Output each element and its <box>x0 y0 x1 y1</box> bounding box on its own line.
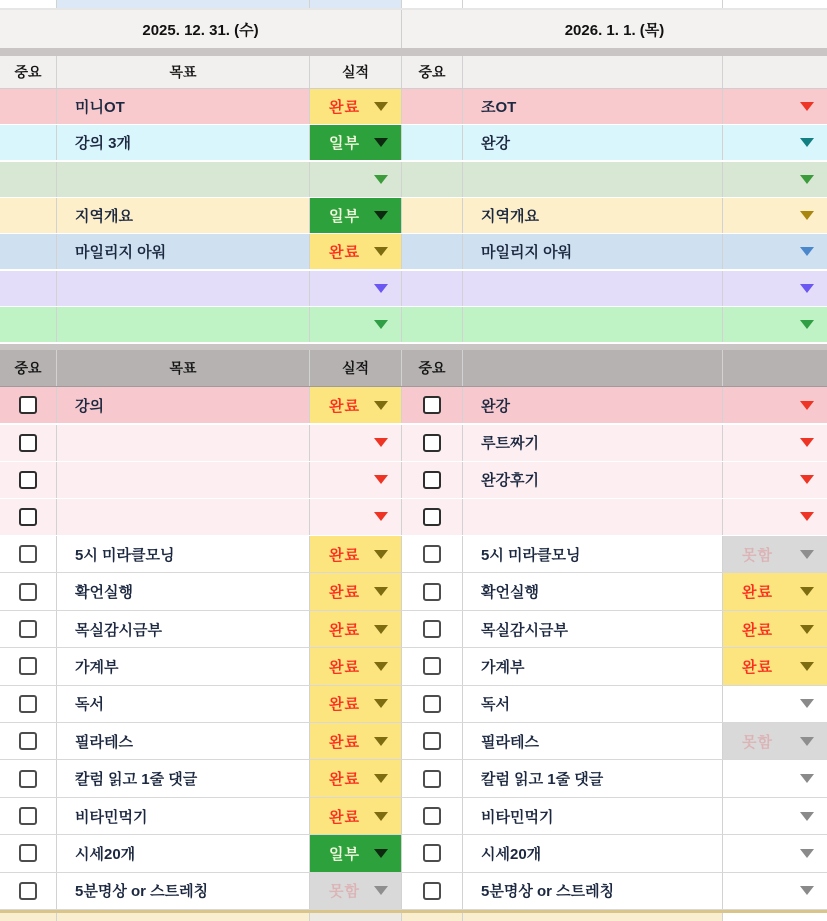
daily-goals-section <box>0 387 827 910</box>
dropdown-arrow-icon[interactable] <box>800 320 814 329</box>
separator-band <box>0 48 827 56</box>
important-cell[interactable] <box>0 89 57 124</box>
status-cell[interactable] <box>723 462 827 498</box>
dropdown-arrow-icon[interactable] <box>374 774 388 783</box>
important-cell[interactable] <box>0 648 57 684</box>
status-cell[interactable] <box>310 835 402 871</box>
dropdown-arrow-icon[interactable] <box>800 475 814 484</box>
important-cell[interactable] <box>402 499 463 535</box>
column-header-row-1 <box>0 56 827 89</box>
status-label: 못함 <box>742 733 773 751</box>
status-label: 완료 <box>329 546 360 564</box>
important-checkbox[interactable] <box>423 807 441 825</box>
important-cell[interactable] <box>402 760 463 796</box>
dropdown-arrow-icon[interactable] <box>800 737 814 746</box>
weekly-goals-section <box>0 89 827 344</box>
dropdown-arrow-icon[interactable] <box>800 512 814 521</box>
dropdown-arrow-icon[interactable] <box>374 625 388 634</box>
dropdown-arrow-icon[interactable] <box>374 284 388 293</box>
status-label: 완료 <box>329 733 360 751</box>
status-cell[interactable] <box>723 573 827 609</box>
todo-row <box>0 425 827 461</box>
important-cell[interactable] <box>0 760 57 796</box>
status-cell[interactable] <box>723 125 827 160</box>
goal-cell[interactable]: 강의 <box>57 387 310 423</box>
clipped-cell <box>402 0 463 8</box>
dropdown-arrow-icon[interactable] <box>374 812 388 821</box>
important-cell[interactable] <box>0 723 57 759</box>
status-label: 일부 <box>329 845 360 863</box>
important-checkbox[interactable] <box>19 695 37 713</box>
important-checkbox[interactable] <box>19 657 37 675</box>
status-label: 못함 <box>742 546 773 564</box>
status-cell[interactable] <box>310 198 402 233</box>
goal-cell[interactable]: 5시 미라클모닝 <box>463 536 723 572</box>
habit-row <box>0 648 827 685</box>
goal-row <box>0 307 827 342</box>
important-cell[interactable] <box>0 271 57 306</box>
status-label: 완료 <box>329 658 360 676</box>
important-checkbox[interactable] <box>19 471 37 489</box>
important-cell[interactable] <box>0 307 57 342</box>
dropdown-arrow-icon[interactable] <box>800 211 814 220</box>
important-cell[interactable] <box>0 686 57 722</box>
status-cell[interactable] <box>723 611 827 647</box>
dropdown-arrow-icon[interactable] <box>800 662 814 671</box>
status-cell[interactable] <box>310 307 402 342</box>
important-cell[interactable] <box>402 462 463 498</box>
goal-cell[interactable]: 필라테스 <box>57 723 310 759</box>
status-label: 완료 <box>329 98 360 116</box>
clipped-cell <box>0 0 57 8</box>
dropdown-arrow-icon[interactable] <box>374 587 388 596</box>
dropdown-arrow-icon[interactable] <box>800 550 814 559</box>
status-cell[interactable] <box>723 760 827 796</box>
goal-cell[interactable]: 마일리지 아워 <box>463 234 723 269</box>
important-checkbox[interactable] <box>423 770 441 788</box>
important-cell[interactable] <box>0 425 57 461</box>
status-label: 완료 <box>329 584 360 602</box>
goal-row <box>0 271 827 306</box>
habit-row <box>0 573 827 610</box>
status-cell[interactable] <box>310 462 402 498</box>
important-checkbox[interactable] <box>19 770 37 788</box>
status-cell[interactable] <box>723 686 827 722</box>
important-cell[interactable] <box>0 798 57 834</box>
important-cell[interactable] <box>402 611 463 647</box>
goal-cell[interactable]: 조OT <box>463 89 723 124</box>
date-header-row <box>0 10 827 48</box>
status-label: 일부 <box>329 135 360 153</box>
dropdown-arrow-icon[interactable] <box>374 550 388 559</box>
status-label: 일부 <box>329 207 360 225</box>
clipped-row-top <box>0 0 827 10</box>
dropdown-arrow-icon[interactable] <box>800 774 814 783</box>
habit-row <box>0 611 827 648</box>
goal-cell[interactable]: 5분명상 or 스트레칭 <box>463 873 723 909</box>
status-label: 완료 <box>329 397 360 415</box>
todo-row <box>0 499 827 535</box>
important-checkbox[interactable] <box>19 434 37 452</box>
status-cell[interactable] <box>310 798 402 834</box>
status-label: 완료 <box>742 658 773 676</box>
goal-cell[interactable]: 목실감시금부 <box>463 611 723 647</box>
important-cell[interactable] <box>402 873 463 909</box>
important-cell[interactable] <box>0 873 57 909</box>
dropdown-arrow-icon[interactable] <box>800 175 814 184</box>
todo-row <box>0 462 827 498</box>
goal-cell[interactable] <box>463 499 723 535</box>
goal-row <box>0 234 827 269</box>
habit-row <box>0 686 827 723</box>
dropdown-arrow-icon[interactable] <box>800 849 814 858</box>
separator-band <box>0 344 827 351</box>
goal-cell[interactable]: 지역개요 <box>57 198 310 233</box>
dropdown-arrow-icon[interactable] <box>800 102 814 111</box>
header-goal-left: 목표 <box>57 350 310 386</box>
important-cell[interactable] <box>402 198 463 233</box>
important-cell[interactable] <box>402 234 463 269</box>
goal-cell[interactable]: 가계부 <box>57 648 310 684</box>
status-label: 못함 <box>329 883 360 901</box>
dropdown-arrow-icon[interactable] <box>374 699 388 708</box>
status-cell[interactable] <box>310 425 402 461</box>
important-cell[interactable] <box>402 307 463 342</box>
important-checkbox[interactable] <box>423 620 441 638</box>
date-cell-right[interactable]: 2026. 1. 1. (목) <box>564 21 665 39</box>
goal-cell[interactable]: 5분명상 or 스트레칭 <box>57 873 310 909</box>
goal-cell[interactable] <box>57 425 310 461</box>
dropdown-arrow-icon[interactable] <box>374 662 388 671</box>
dropdown-arrow-icon[interactable] <box>800 438 814 447</box>
goal-cell[interactable]: 지역개요 <box>463 198 723 233</box>
status-cell[interactable] <box>723 798 827 834</box>
dropdown-arrow-icon[interactable] <box>374 320 388 329</box>
important-cell[interactable] <box>0 198 57 233</box>
goal-row <box>0 125 827 160</box>
important-cell[interactable] <box>402 89 463 124</box>
status-cell[interactable] <box>723 835 827 871</box>
important-checkbox[interactable] <box>19 807 37 825</box>
habit-row <box>0 723 827 760</box>
dropdown-arrow-icon[interactable] <box>374 138 388 147</box>
goal-cell[interactable]: 필라테스 <box>463 723 723 759</box>
important-cell[interactable] <box>0 835 57 871</box>
goal-cell[interactable]: 시세20개 <box>463 835 723 871</box>
goal-cell[interactable]: 완강후기 <box>463 462 723 498</box>
goal-cell[interactable] <box>463 162 723 197</box>
important-checkbox[interactable] <box>423 434 441 452</box>
dropdown-arrow-icon[interactable] <box>800 247 814 256</box>
status-cell[interactable] <box>310 234 402 269</box>
important-checkbox[interactable] <box>19 882 37 900</box>
header-important-right: 중요 <box>402 56 463 88</box>
status-cell[interactable] <box>723 307 827 342</box>
status-label: 완료 <box>329 771 360 789</box>
goal-cell[interactable]: 확언실행 <box>57 573 310 609</box>
important-checkbox[interactable] <box>423 583 441 601</box>
important-checkbox[interactable] <box>19 844 37 862</box>
important-checkbox[interactable] <box>19 620 37 638</box>
important-checkbox[interactable] <box>423 732 441 750</box>
important-checkbox[interactable] <box>423 545 441 563</box>
status-label: 완료 <box>742 584 773 602</box>
goal-cell[interactable]: 비타민먹기 <box>57 798 310 834</box>
habit-row <box>0 798 827 835</box>
goal-cell[interactable]: 가계부 <box>463 648 723 684</box>
status-cell[interactable] <box>723 873 827 909</box>
status-cell[interactable] <box>310 611 402 647</box>
clipped-cell <box>463 0 723 8</box>
dropdown-arrow-icon[interactable] <box>374 175 388 184</box>
important-cell[interactable] <box>402 573 463 609</box>
status-cell[interactable] <box>723 499 827 535</box>
goal-cell[interactable] <box>57 462 310 498</box>
important-checkbox[interactable] <box>19 508 37 526</box>
header-result-right <box>723 56 827 88</box>
clipped-cell <box>310 913 402 921</box>
habit-row <box>0 760 827 797</box>
goal-cell[interactable]: 완강 <box>463 387 723 423</box>
important-cell[interactable] <box>0 611 57 647</box>
dropdown-arrow-icon[interactable] <box>374 102 388 111</box>
status-label: 완료 <box>329 808 360 826</box>
goal-row <box>0 89 827 124</box>
status-cell[interactable] <box>723 536 827 572</box>
dropdown-arrow-icon[interactable] <box>800 699 814 708</box>
goal-cell[interactable] <box>463 307 723 342</box>
goal-cell[interactable]: 미니OT <box>57 89 310 124</box>
goal-cell[interactable]: 시세20개 <box>57 835 310 871</box>
dropdown-arrow-icon[interactable] <box>374 475 388 484</box>
clipped-cell <box>57 0 310 8</box>
important-checkbox[interactable] <box>423 882 441 900</box>
dropdown-arrow-icon[interactable] <box>800 812 814 821</box>
dropdown-arrow-icon[interactable] <box>800 138 814 147</box>
goal-cell[interactable] <box>463 271 723 306</box>
goal-row <box>0 162 827 197</box>
status-cell[interactable] <box>723 723 827 759</box>
header-important-right: 중요 <box>402 350 463 386</box>
important-cell[interactable] <box>0 573 57 609</box>
important-checkbox[interactable] <box>423 396 441 414</box>
header-result-left: 실적 <box>310 56 402 88</box>
important-checkbox[interactable] <box>19 545 37 563</box>
status-cell[interactable] <box>310 723 402 759</box>
important-cell[interactable] <box>402 271 463 306</box>
clipped-cell <box>310 0 402 8</box>
important-checkbox[interactable] <box>423 657 441 675</box>
important-checkbox[interactable] <box>423 844 441 862</box>
goal-cell[interactable]: 마일리지 아워 <box>57 234 310 269</box>
important-cell[interactable] <box>0 499 57 535</box>
clipped-cell <box>57 913 310 921</box>
goal-cell[interactable]: 독서 <box>57 686 310 722</box>
status-cell[interactable] <box>723 89 827 124</box>
header-result-right <box>723 350 827 386</box>
dropdown-arrow-icon[interactable] <box>800 886 814 895</box>
status-cell[interactable] <box>723 198 827 233</box>
important-checkbox[interactable] <box>19 396 37 414</box>
dropdown-arrow-icon[interactable] <box>374 737 388 746</box>
important-checkbox[interactable] <box>19 732 37 750</box>
status-cell[interactable] <box>310 125 402 160</box>
goal-cell[interactable]: 칼럼 읽고 1줄 댓글 <box>463 760 723 796</box>
important-cell[interactable] <box>0 462 57 498</box>
important-cell[interactable] <box>0 162 57 197</box>
important-cell[interactable] <box>0 234 57 269</box>
clipped-cell <box>463 913 723 921</box>
goal-cell[interactable]: 루트짜기 <box>463 425 723 461</box>
important-checkbox[interactable] <box>423 508 441 526</box>
habit-row <box>0 873 827 910</box>
dropdown-arrow-icon[interactable] <box>374 512 388 521</box>
habit-row <box>0 536 827 573</box>
important-cell[interactable] <box>402 723 463 759</box>
important-cell[interactable] <box>402 425 463 461</box>
status-cell[interactable] <box>310 162 402 197</box>
important-cell[interactable] <box>0 125 57 160</box>
important-checkbox[interactable] <box>19 583 37 601</box>
header-important-left: 중요 <box>0 56 57 88</box>
status-cell[interactable] <box>310 89 402 124</box>
status-cell[interactable] <box>310 686 402 722</box>
clipped-row-bottom <box>0 910 827 921</box>
todo-row <box>0 387 827 423</box>
status-cell[interactable] <box>310 536 402 572</box>
goal-cell[interactable]: 강의 3개 <box>57 125 310 160</box>
goal-row <box>0 198 827 233</box>
date-cell-left[interactable]: 2025. 12. 31. (수) <box>0 10 402 48</box>
status-cell[interactable] <box>723 234 827 269</box>
habit-row <box>0 835 827 872</box>
dropdown-arrow-icon[interactable] <box>374 247 388 256</box>
status-label: 완료 <box>329 621 360 639</box>
status-cell[interactable] <box>310 648 402 684</box>
goal-cell[interactable] <box>57 271 310 306</box>
important-cell[interactable] <box>0 536 57 572</box>
goal-cell[interactable]: 확언실행 <box>463 573 723 609</box>
dropdown-arrow-icon[interactable] <box>374 211 388 220</box>
dropdown-arrow-icon[interactable] <box>800 401 814 410</box>
header-goal-left: 목표 <box>57 56 310 88</box>
dropdown-arrow-icon[interactable] <box>374 438 388 447</box>
important-cell[interactable] <box>402 536 463 572</box>
dropdown-arrow-icon[interactable] <box>374 886 388 895</box>
important-cell[interactable] <box>402 686 463 722</box>
status-cell[interactable] <box>723 271 827 306</box>
important-checkbox[interactable] <box>423 695 441 713</box>
dropdown-arrow-icon[interactable] <box>800 284 814 293</box>
status-cell[interactable] <box>310 573 402 609</box>
status-cell[interactable] <box>723 387 827 423</box>
clipped-cell <box>723 913 827 921</box>
important-cell[interactable] <box>402 648 463 684</box>
goal-cell[interactable]: 5시 미라클모닝 <box>57 536 310 572</box>
status-cell[interactable] <box>310 387 402 423</box>
important-cell[interactable] <box>402 387 463 423</box>
important-cell[interactable] <box>402 835 463 871</box>
clipped-cell <box>723 0 827 8</box>
status-label: 완료 <box>329 244 360 262</box>
status-label: 완료 <box>329 696 360 714</box>
dropdown-arrow-icon[interactable] <box>374 401 388 410</box>
clipped-cell <box>402 913 463 921</box>
dropdown-arrow-icon[interactable] <box>374 849 388 858</box>
important-cell[interactable] <box>0 387 57 423</box>
goal-cell[interactable]: 칼럼 읽고 1줄 댓글 <box>57 760 310 796</box>
status-cell[interactable] <box>310 499 402 535</box>
status-cell[interactable] <box>310 873 402 909</box>
important-checkbox[interactable] <box>423 471 441 489</box>
column-header-row-2 <box>0 350 827 387</box>
important-cell[interactable] <box>402 798 463 834</box>
status-cell[interactable] <box>723 648 827 684</box>
important-cell[interactable] <box>402 125 463 160</box>
goal-cell[interactable]: 완강 <box>463 125 723 160</box>
goal-cell[interactable]: 독서 <box>463 686 723 722</box>
dropdown-arrow-icon[interactable] <box>800 587 814 596</box>
header-goal-right <box>463 350 723 386</box>
clipped-cell <box>0 913 57 921</box>
goal-cell[interactable]: 비타민먹기 <box>463 798 723 834</box>
status-cell[interactable] <box>310 271 402 306</box>
status-cell[interactable] <box>723 162 827 197</box>
header-goal-right <box>463 56 723 88</box>
goal-cell[interactable]: 목실감시금부 <box>57 611 310 647</box>
status-label: 완료 <box>742 621 773 639</box>
important-cell[interactable] <box>402 162 463 197</box>
status-cell[interactable] <box>310 760 402 796</box>
goal-cell[interactable] <box>57 499 310 535</box>
header-important-left: 중요 <box>0 350 57 386</box>
goal-cell[interactable] <box>57 307 310 342</box>
goal-cell[interactable] <box>57 162 310 197</box>
header-result-left: 실적 <box>310 350 402 386</box>
dropdown-arrow-icon[interactable] <box>800 625 814 634</box>
status-cell[interactable] <box>723 425 827 461</box>
